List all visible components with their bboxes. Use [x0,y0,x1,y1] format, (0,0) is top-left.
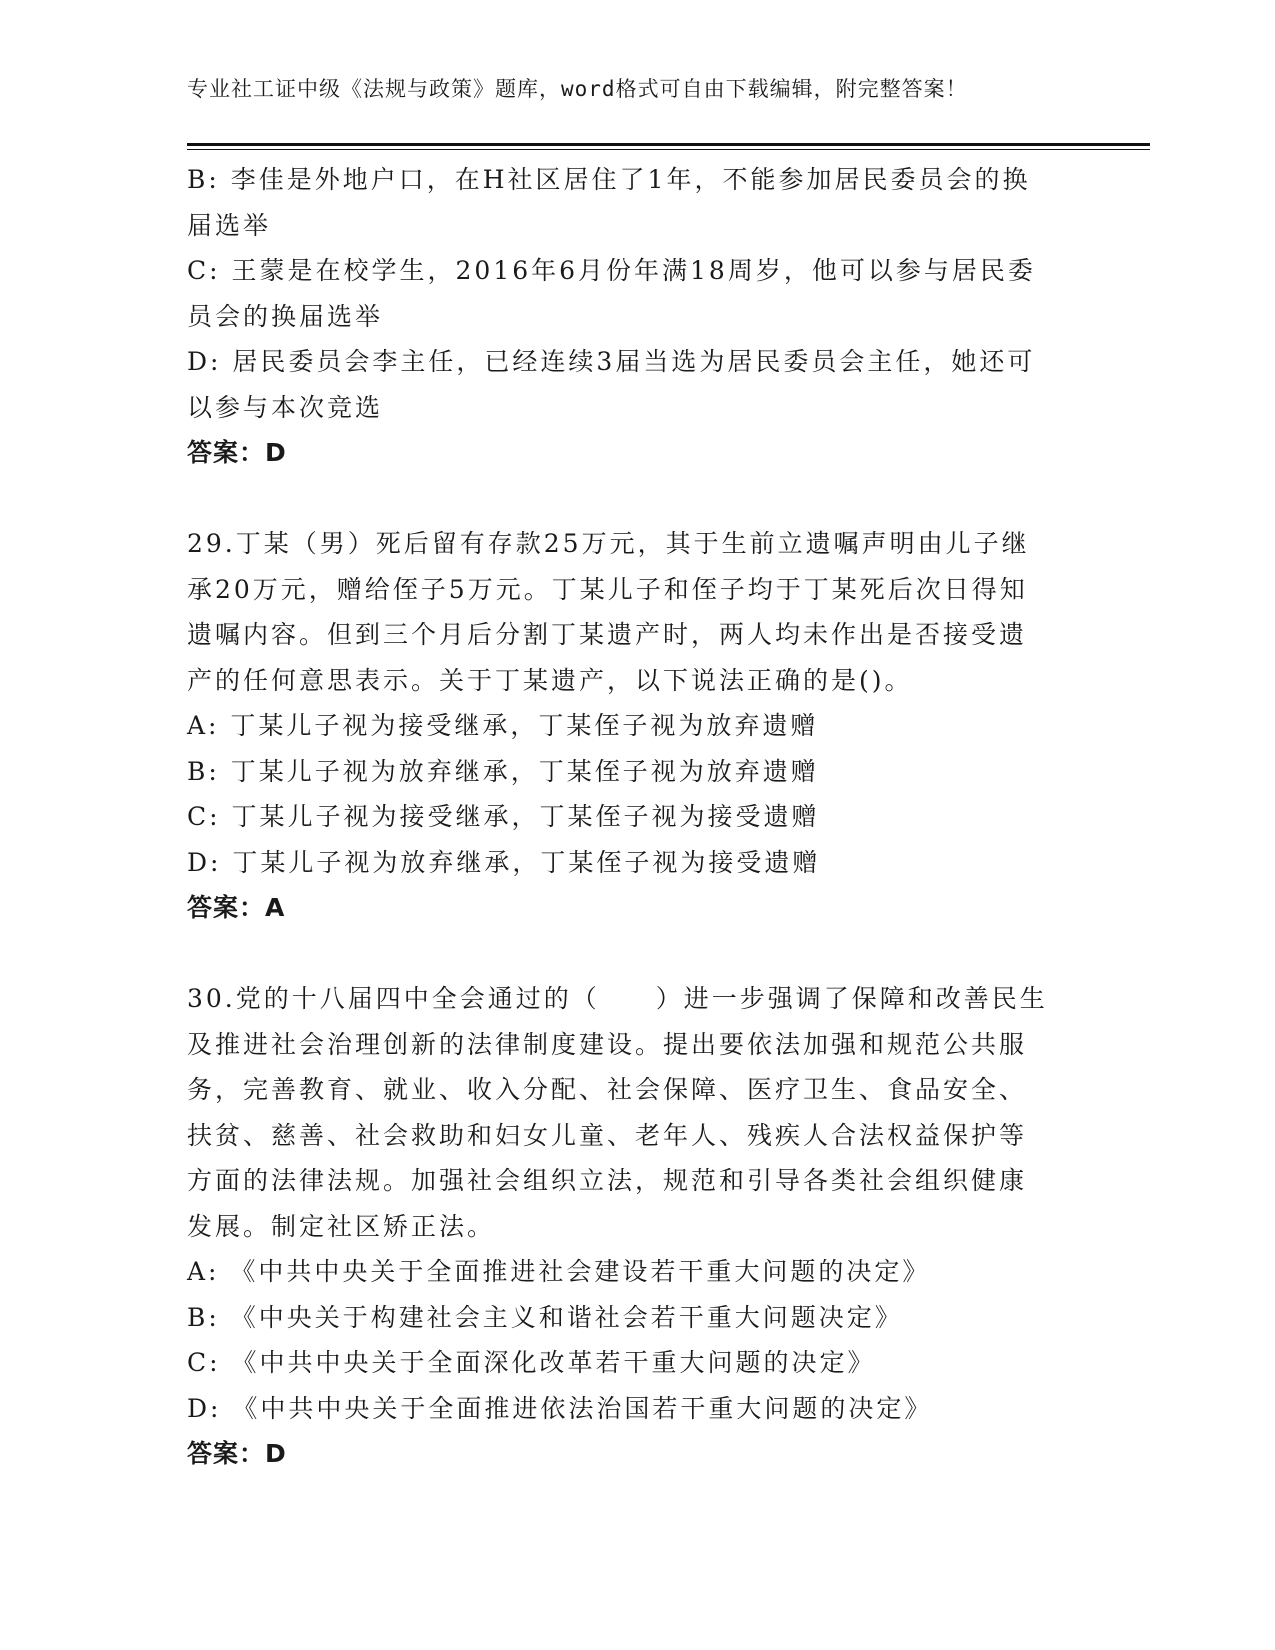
option-c: C: 丁某儿子视为接受继承，丁某侄子视为接受遗赠 [187,802,820,831]
answer-label: 答案：A [187,893,286,922]
answer-label: 答案：D [187,1439,287,1468]
page-header: 专业社工证中级《法规与政策》题库，word格式可自由下载编辑，附完整答案！ [187,77,968,101]
question-stem-continued: 产的任何意思表示。关于丁某遗产，以下说法正确的是()。 [187,665,913,695]
option-d: D: 《中共中央关于全面推进依法治国若干重大问题的决定》 [187,1393,933,1423]
question-stem-continued: 务，完善教育、就业、收入分配、社会保障、医疗卫生、食品安全、 [187,1075,1028,1104]
option-c-continued: 员会的换届选举 [187,301,384,331]
option-a: A: 丁某儿子视为接受继承，丁某侄子视为放弃遗赠 [187,711,819,740]
option-c: C: 《中共中央关于全面深化改革若干重大问题的决定》 [187,1348,876,1377]
option-d: D: 丁某儿子视为放弃继承，丁某侄子视为接受遗赠 [187,847,821,877]
header-divider-thin [187,149,1150,150]
question-stem-continued: 遗嘱内容。但到三个月后分割丁某遗产时，两人均未作出是否接受遗 [187,620,1028,649]
option-c: C: 王蒙是在校学生，2016年6月份年满18周岁，他可以参与居民委 [187,256,1036,285]
option-a: A: 《中共中央关于全面推进社会建设若干重大问题的决定》 [187,1257,931,1286]
answer-label: 答案：D [187,438,287,467]
question-stem: 29.丁某（男）死后留有存款25万元，其于生前立遗嘱声明由儿子继 [187,529,1030,558]
spacer [187,476,1067,522]
header-divider-thick [187,143,1150,146]
option-d: D: 居民委员会李主任，已经连续3届当选为居民委员会主任，她还可 [187,347,1036,376]
question-28-continued [187,157,1067,476]
option-b: B: 丁某儿子视为放弃继承，丁某侄子视为放弃遗赠 [187,756,819,786]
option-d-continued: 以参与本次竞选 [187,392,384,422]
question-29 [187,521,1067,931]
question-stem-continued: 方面的法律法规。加强社会组织立法，规范和引导各类社会组织健康 [187,1166,1028,1195]
question-stem-continued: 扶贫、慈善、社会救助和妇女儿童、老年人、残疾人合法权益保护等 [187,1120,1028,1150]
document-body [187,157,1067,1477]
question-stem-continued: 发展。制定社区矫正法。 [187,1211,496,1241]
question-stem: 30.党的十八届四中全会通过的（ ）进一步强调了保障和改善民生 [187,984,1048,1013]
question-stem-continued: 承20万元，赠给侄子5万元。丁某儿子和侄子均于丁某死后次日得知 [187,574,1028,604]
option-b: B: 李佳是外地户口，在H社区居住了1年，不能参加居民委员会的换 [187,165,1031,194]
option-b-continued: 届选举 [187,210,272,240]
spacer [187,931,1067,977]
question-stem-continued: 及推进社会治理创新的法律制度建设。提出要依法加强和规范公共服 [187,1029,1028,1059]
option-b: B: 《中央关于构建社会主义和谐社会若干重大问题决定》 [187,1302,903,1332]
question-30 [187,976,1067,1477]
